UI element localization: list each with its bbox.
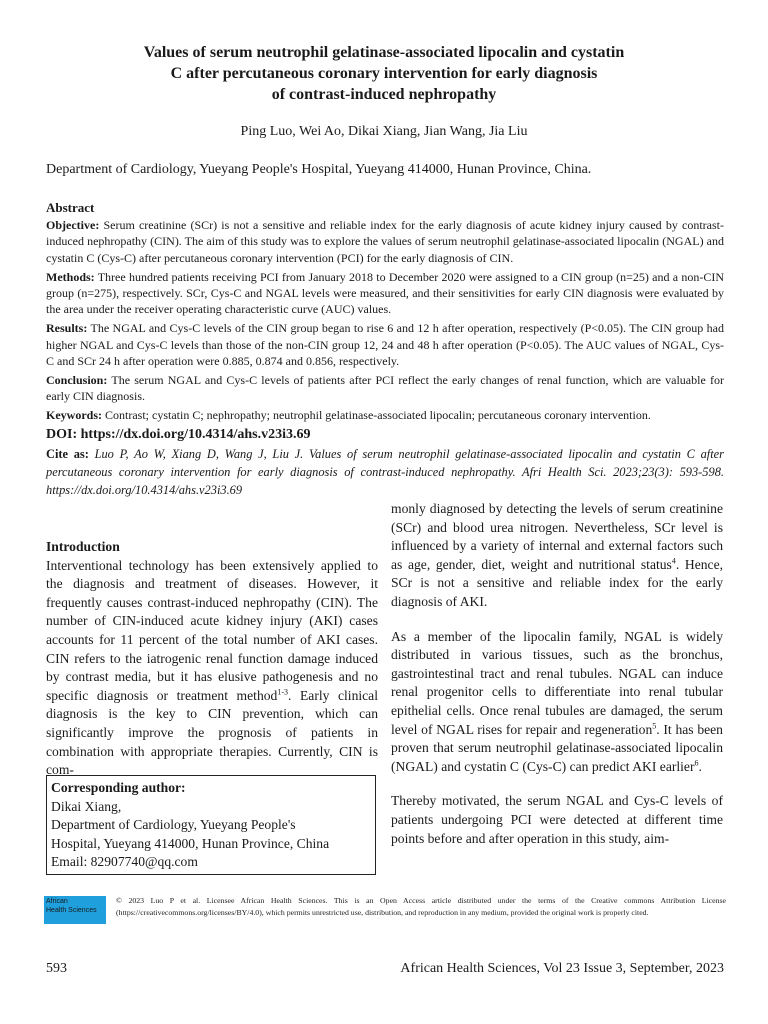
paragraph-text: As a member of the lipocalin family, NGAL is widely distributed in various tissues, such as the bronchus, gastrointestinal tract and renal tubules. NGAL can induce renal progenitor cells to differentiate into renal tubular epithelial cells. Once renal tubules are damaged, the serum level of NGAL rises for repair and regeneration xyxy=(391,628,723,737)
cite-text: Luo P, Ao W, Xiang D, Wang J, Liu J. Values of serum neutrophil gelatinase-associated lipocalin and cystatin C after percutaneous coronary intervention for early diagnosis of contrast-induced nephropathy. Afri Health Sci. 2023;23(3): 593-598. https://dx.doi.org/10.4314/ahs.v23i3.69 xyxy=(46,446,724,497)
abstract-heading: Abstract xyxy=(46,200,95,215)
results-label: Results: xyxy=(46,321,88,336)
title-line: C after percutaneous coronary intervention for early diagnosis xyxy=(170,65,598,82)
intro-text: Interventional technology has been extensively applied to the diagnosis and treatment of diseases. However, it frequently causes contrast-induced nephropathy (CIN). The number of CIN-induced acute kidney injury (AKI) cases accounts for 11 percent of the total number of AKI cases. CIN refers to the iatrogenic renal function damage induced by contrast media, but it has elusive pathogenesis and no specific diagnosis or treatment method xyxy=(46,557,378,703)
results-text: The NGAL and Cys-C levels of the CIN group began to rise 6 and 12 h after operation, respectively (P<0.05). The CIN group had higher NGAL and Cys-C levels than those of the non-CIN group 12, 24 and 48 h after operation (P<0.05). The AUC values of NGAL, Cys-C and SCr 24 h after operation were 0.885, 0.874 and 0.856, respectively. xyxy=(46,321,724,368)
intro-text-cont: . Early clinical diagnosis is the key to CIN prevention, which can significantly improve the prognosis of patients in combination with appropriate therapies. Currently, CIN is com- xyxy=(46,687,378,778)
paragraph-text-end: . xyxy=(698,758,702,774)
corresponding-author-box xyxy=(46,775,376,875)
article-title xyxy=(60,42,708,105)
journal-citation-footer: African Health Sciences, Vol 23 Issue 3, September, 2023 xyxy=(400,961,724,976)
corresponding-address: Hospital, Yueyang 414000, Hunan Province, China xyxy=(51,835,330,851)
citation-ref: 6 xyxy=(694,758,699,768)
introduction-heading: Introduction xyxy=(46,539,120,554)
abstract-methods xyxy=(46,269,724,318)
title-line: of contrast-induced nephropathy xyxy=(271,86,497,103)
doi-link[interactable]: DOI: https://dx.doi.org/10.4314/ahs.v23i3.69 xyxy=(46,426,311,442)
right-paragraph-3: Thereby motivated, the serum NGAL and Cys-C levels of patients undergoing PCI were detected at different time points before and after operation in this study, aim- xyxy=(391,793,723,846)
citation-ref: 4 xyxy=(671,556,676,566)
conclusion-text: The serum NGAL and Cys-C levels of patients after PCI reflect the early changes of renal function, which are valuable for early CIN diagnosis. xyxy=(46,373,724,404)
objective-label: Objective: xyxy=(46,218,100,233)
journal-logo xyxy=(44,896,106,924)
abstract-objective xyxy=(46,217,724,266)
methods-label: Methods: xyxy=(46,269,95,284)
paragraph-text-cont: . It has been proven that serum neutrophil gelatinase-associated lipocalin (NGAL) and cystatin C (Cys-C) can predict AKI earlier xyxy=(391,721,723,774)
paragraph-text: monly diagnosed by detecting the levels of serum creatinine (SCr) and blood urea nitrogen. Nevertheless, SCr level is influenced by a variety of internal and external factors such as age, gender, diet, weight and nutritional status xyxy=(391,501,723,572)
conclusion-label: Conclusion: xyxy=(46,373,108,388)
author-list: Ping Luo, Wei Ao, Dikai Xiang, Jian Wang, Jia Liu xyxy=(240,124,528,139)
right-paragraph-1 xyxy=(391,500,723,612)
page-number: 593 xyxy=(46,961,67,976)
right-column xyxy=(391,500,723,848)
right-paragraph-2 xyxy=(391,628,723,777)
logo-line: African xyxy=(46,898,68,905)
left-column xyxy=(46,538,378,780)
affiliation: Department of Cardiology, Yueyang People's Hospital, Yueyang 414000, Hunan Province, China. xyxy=(46,162,592,177)
title-line: Values of serum neutrophil gelatinase-associated lipocalin and cystatin xyxy=(143,44,625,61)
keywords-label: Keywords: xyxy=(46,408,102,423)
paragraph-gap xyxy=(391,612,723,628)
intro-paragraph xyxy=(46,557,378,780)
abstract-keywords xyxy=(46,407,724,423)
paragraph-gap xyxy=(391,776,723,792)
abstract-results xyxy=(46,320,724,369)
corresponding-dept: Department of Cardiology, Yueyang People's xyxy=(51,817,296,832)
corresponding-name: Dikai Xiang, xyxy=(51,798,122,814)
logo-line: Health Sciences xyxy=(46,907,97,914)
corresponding-email[interactable]: Email: 82907740@qq.com xyxy=(51,854,198,869)
cite-label: Cite as: xyxy=(46,446,89,461)
citation-ref: 1-3 xyxy=(277,687,289,697)
keywords-text: Contrast; cystatin C; nephropathy; neutrophil gelatinase-associated lipocalin; percutaneous coronary intervention. xyxy=(105,408,651,423)
abstract-block xyxy=(46,200,724,502)
abstract-conclusion xyxy=(46,372,724,404)
corresponding-heading: Corresponding author: xyxy=(51,780,186,795)
objective-text: Serum creatinine (SCr) is not a sensitive and reliable index for the early diagnosis of acute kidney injury caused by contrast-induced nephropathy (CIN). The aim of this study was to explore the values of serum neutrophil gelatinase-associated lipocalin (NGAL) and cystatin C (Cys-C) after percutaneous coronary intervention (PCI) for the early diagnosis of CIN. xyxy=(46,218,724,265)
paragraph-text-cont: . Hence, SCr is not a sensitive and reliable index for the early diagnosis of AKI. xyxy=(391,556,724,609)
methods-text: Three hundred patients receiving PCI from January 2018 to December 2020 were assigned to a CIN group (n=25) and a non-CIN group (n=275), respectively. SCr, Cys-C and NGAL levels were measured, and their sensitivities for early CIN diagnosis were evaluated by the area under the receiver operating characteristic curve (AUC) values. xyxy=(46,269,724,317)
citation xyxy=(46,445,724,499)
citation-ref: 5 xyxy=(652,721,657,730)
license-notice: © 2023 Luo P et al. Licensee African Health Sciences. This is an Open Access article distributed under the terms of the Creative commons Attribution License (https://creativecommons.org/licenses/BY/4.0), which permits unrestricted use, distribution, and reproduction in any medium, provided the original work is properly cited. xyxy=(116,896,726,917)
